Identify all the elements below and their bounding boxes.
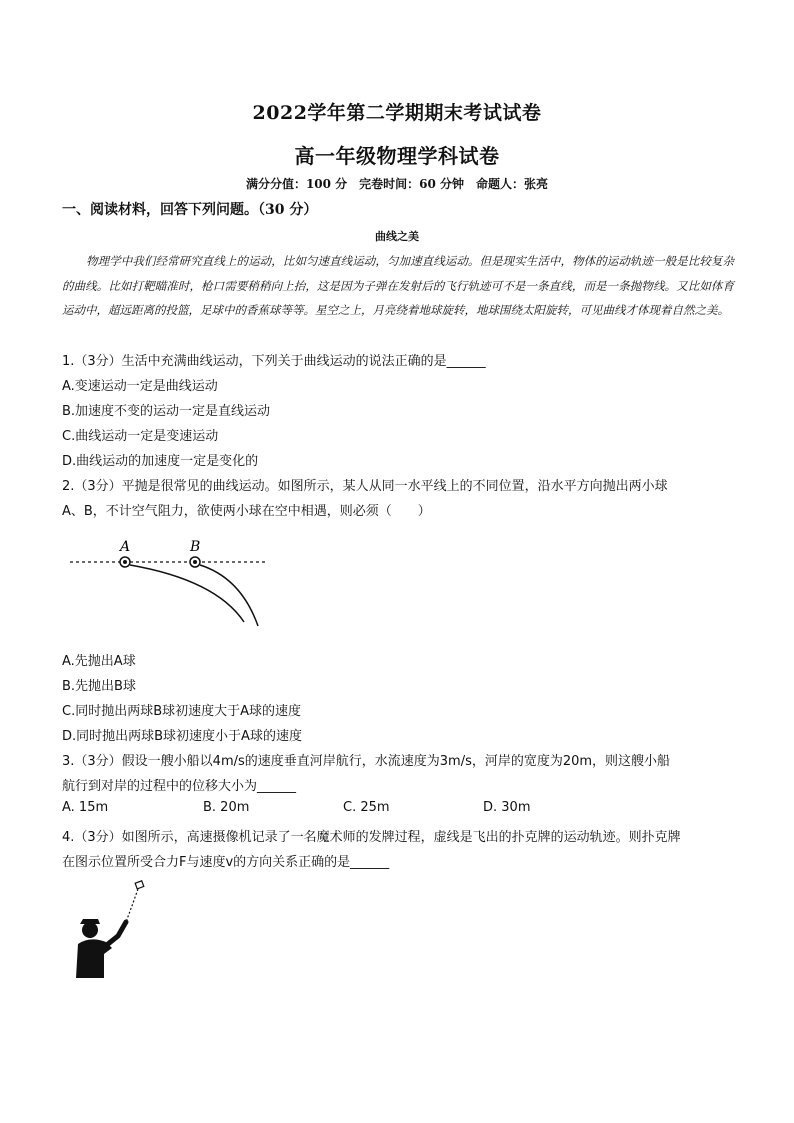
passage-text	[62, 249, 734, 323]
card-trajectory	[126, 889, 138, 922]
q1-option-b[interactable]: B.加速度不变的运动一定是直线运动	[62, 404, 271, 419]
exam-meta: 满分分值：100 分 完卷时间：60 分钟 命题人：张亮	[245, 177, 549, 191]
q1-stem: 1.（3分）生活中充满曲线运动，下列关于曲线运动的说法正确的是______	[62, 354, 486, 369]
passage-title: 曲线之美	[375, 230, 419, 243]
q1-option-a[interactable]: A.变速运动一定是曲线运动	[62, 379, 218, 394]
q2-option-b[interactable]: B.先抛出B球	[62, 679, 136, 694]
q2-option-d[interactable]: D.同时抛出两球B球初速度小于A球的速度	[62, 729, 302, 744]
trajectory-a	[130, 565, 244, 622]
exam-subtitle: 高一年级物理学科试卷	[294, 144, 500, 168]
q4-stem-line1: 4.（3分）如图所示，高速摄像机记录了一名魔术师的发牌过程，虚线是飞出的扑克牌的运动轨迹。则扑克牌	[62, 830, 681, 845]
q2-stem-line1: 2.（3分）平抛是很常见的曲线运动。如图所示，某人从同一水平线上的不同位置，沿水平方向抛出两小球	[62, 479, 668, 494]
label-a: A	[120, 539, 131, 555]
q4-stem-line2: 在图示位置所受合力F与速度v的方向关系正确的是______	[62, 855, 390, 870]
projectile-figure	[66, 534, 276, 634]
q3-option-b[interactable]: B. 20m	[203, 800, 250, 815]
q3-stem-line1: 3.（3分）假设一艘小船以4m/s的速度垂直河岸航行，水流速度为3m/s，河岸的宽度为20m，则这艘小船	[62, 754, 671, 769]
q2-option-c[interactable]: C.同时抛出两球B球初速度大于A球的速度	[62, 704, 302, 719]
card-icon	[135, 881, 144, 889]
label-b: B	[190, 539, 201, 555]
q2-stem-line2: A、B，不计空气阻力，欲使两小球在空中相遇，则必须（ ）	[62, 504, 431, 519]
magician-figure	[70, 878, 160, 980]
passage-body: 物理学中我们经常研究直线上的运动，比如匀速直线运动，匀加速直线运动。但是现实生活中，物体的运动轨迹一般是比较复杂的曲线。比如打靶瞄准时，枪口需要稍稍向上抬，这是因为子弹在发射后的飞行轨迹可不是一条直线，而是一条抛物线。又比如体育运动中，超远距离的投篮，足球中的香蕉球等等。星空之上，月亮绕着地球旋转，地球围绕太阳旋转，可见曲线才体现着自然之美。	[62, 254, 734, 317]
q3-stem-line2: 航行到对岸的过程中的位移大小为______	[62, 779, 297, 794]
q1-option-d[interactable]: D.曲线运动的加速度一定是变化的	[62, 454, 259, 469]
exam-title: 2022学年第二学期期末考试试卷	[252, 102, 542, 124]
q3-option-d[interactable]: D. 30m	[483, 800, 531, 815]
magician-head	[82, 922, 98, 938]
magician-arm	[108, 922, 126, 944]
magician-body	[76, 939, 112, 978]
q3-option-c[interactable]: C. 25m	[343, 800, 390, 815]
trajectory-b	[200, 565, 258, 626]
magician-hat	[80, 919, 100, 924]
ball-b-center	[193, 560, 197, 564]
ball-a-center	[123, 560, 127, 564]
q2-option-a[interactable]: A.先抛出A球	[62, 654, 136, 669]
section-heading: 一、阅读材料，回答下列问题。（30 分）	[62, 202, 318, 218]
q1-option-c[interactable]: C.曲线运动一定是变速运动	[62, 429, 219, 444]
q3-option-a[interactable]: A. 15m	[62, 800, 109, 815]
